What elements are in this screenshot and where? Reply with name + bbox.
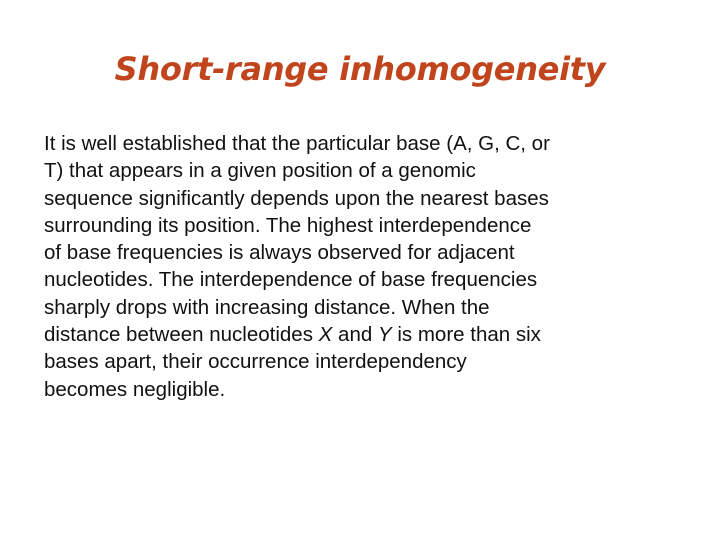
paragraph-line: bases apart, their occurrence interdependency: [44, 350, 467, 374]
line-text-between: and: [332, 323, 378, 347]
paragraph-line: becomes negligible.: [44, 377, 226, 401]
paragraph-line: T) that appears in a given position of a genomic: [44, 159, 476, 183]
paragraph-line: sequence significantly depends upon the nearest bases: [44, 186, 549, 210]
paragraph-line: of base frequencies is always observed for adjacent: [44, 241, 515, 265]
paragraph-line: It is well established that the particular base (A, G, C, or: [44, 132, 550, 155]
body-paragraph: [44, 130, 684, 403]
variable-x: X: [318, 323, 333, 347]
paragraph-line: surrounding its position. The highest interdependence: [44, 213, 532, 237]
line-text-after-y: is more than six: [391, 323, 541, 347]
line-text-before-x: distance between nucleotides: [44, 323, 319, 347]
variable-y: Y: [377, 323, 392, 347]
paragraph-line-variables: [44, 321, 684, 348]
paragraph-line: sharply drops with increasing distance. When the: [44, 295, 490, 319]
paragraph-line: nucleotides. The interdependence of base frequencies: [44, 268, 538, 292]
slide-title: Short-range inhomogeneity: [114, 50, 606, 88]
